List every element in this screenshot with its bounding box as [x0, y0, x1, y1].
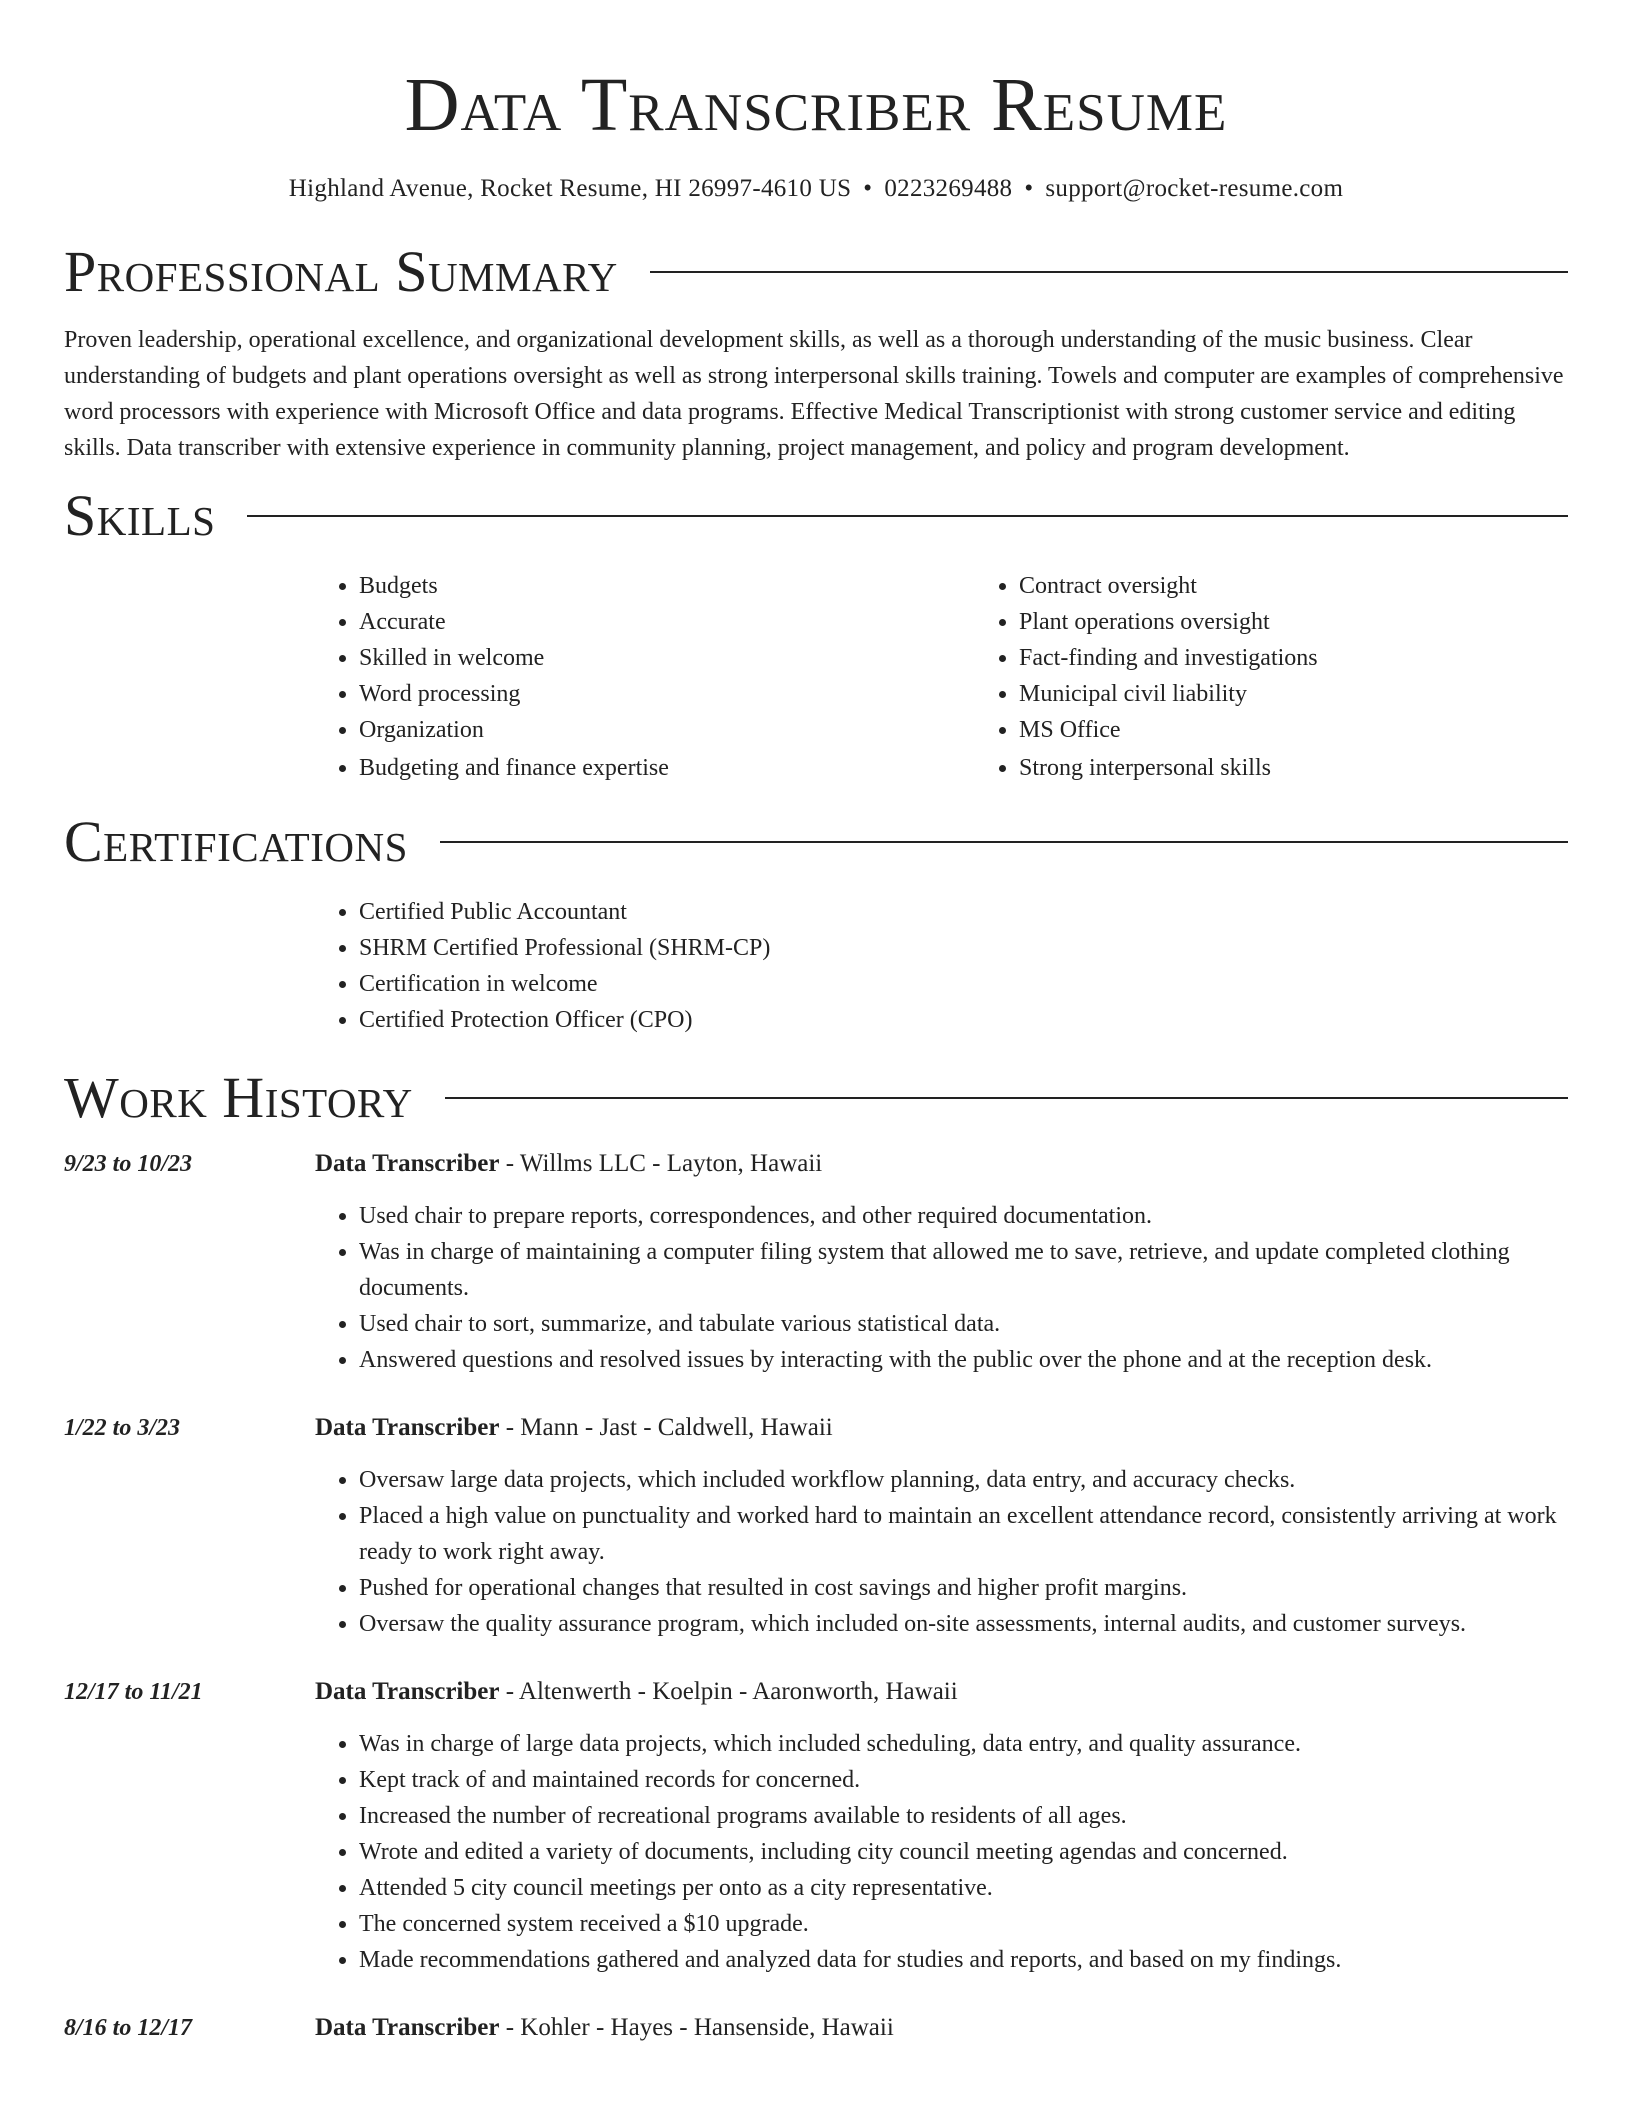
job-employer: - Mann - Jast - Caldwell, Hawaii	[499, 1414, 833, 1441]
skill-item: • Municipal civil liability	[1019, 676, 1318, 712]
skills-column-left	[315, 568, 931, 786]
job-duty: • Was in charge of maintaining a computer filing system that allowed me to save, retrieve, and update completed clothing documents.	[359, 1234, 1568, 1306]
job-header	[315, 1674, 1568, 1710]
job-duty: • Oversaw large data projects, which included workflow planning, data entry, and accuracy checks.	[359, 1462, 1568, 1498]
job-entry	[64, 2010, 1568, 2046]
job-title: Data Transcriber	[315, 1414, 500, 1441]
work-history-section-header	[64, 1066, 1568, 1130]
skills-heading: Skills	[64, 483, 216, 548]
job-duty: • Answered questions and resolved issues by interacting with the public over the phone and at the reception desk.	[359, 1342, 1568, 1378]
skill-item: • Skilled in welcome	[359, 640, 931, 676]
job-duty: • Oversaw the quality assurance program, which included on-site assessments, internal audits, and customer surveys.	[359, 1606, 1568, 1642]
job-header	[315, 1410, 1568, 1446]
job-entry	[64, 1146, 1568, 1378]
certification-item: • SHRM Certified Professional (SHRM-CP)	[359, 930, 1568, 966]
job-title: Data Transcriber	[315, 1150, 500, 1177]
contact-address: Highland Avenue, Rocket Resume, HI 26997-4610 US	[288, 175, 852, 202]
job-duty: • Pushed for operational changes that resulted in cost savings and higher profit margins.	[359, 1570, 1568, 1606]
section-divider	[247, 515, 1568, 517]
skills-list	[315, 568, 1568, 786]
job-dates: 8/16 to 12/17	[64, 2015, 193, 2041]
job-duty: • Kept track of and maintained records for concerned.	[359, 1762, 1568, 1798]
section-divider	[440, 841, 1568, 843]
job-body	[315, 2010, 1568, 2046]
contact-separator: •	[863, 175, 873, 202]
job-duty: • Used chair to prepare reports, correspondences, and other required documentation.	[359, 1198, 1568, 1234]
section-divider	[650, 271, 1568, 273]
job-employer: - Willms LLC - Layton, Hawaii	[499, 1150, 823, 1177]
job-body	[315, 1674, 1568, 1978]
summary-text: Proven leadership, operational excellence, and organizational development skills, as well as a thorough understanding of the music business. Clear understanding of budgets and plant operations oversight as well as strong interpersonal skills training. Towels and computer are examples of comprehensive word processors with experience with Microsoft Office and data programs. Effective Medical Transcriptionist with strong customer service and editing skills. Data transcriber with extensive experience in community planning, project management, and policy and program development.	[64, 327, 1564, 461]
resume-page	[64, 0, 1568, 2046]
job-duties-list	[315, 1462, 1568, 1642]
contact-line	[64, 172, 1568, 206]
certifications-heading: Certifications	[64, 809, 408, 874]
skill-item: • Accurate	[359, 604, 931, 640]
contact-separator: •	[1024, 175, 1034, 202]
skill-item: • MS Office	[1019, 712, 1318, 748]
job-entry	[64, 1674, 1568, 1978]
skill-item: • Organization	[359, 712, 931, 748]
job-duty: • The concerned system received a $10 upgrade.	[359, 1906, 1568, 1942]
job-employer: - Altenwerth - Koelpin - Aaronworth, Hawaii	[499, 1678, 958, 1705]
skills-section-header	[64, 484, 1568, 548]
job-dates: 12/17 to 11/21	[64, 1679, 203, 1705]
certification-item: • Certified Public Accountant	[359, 894, 1568, 930]
skill-item: • Word processing	[359, 676, 931, 712]
job-entry	[64, 1410, 1568, 1642]
job-employer: - Kohler - Hayes - Hansenside, Hawaii	[499, 2014, 894, 2041]
job-header	[315, 2010, 1568, 2046]
section-divider	[445, 1097, 1568, 1099]
job-duty: • Placed a high value on punctuality and worked hard to maintain an excellent attendance record, consistently arriving at work ready to work right away.	[359, 1498, 1568, 1570]
job-duty: • Attended 5 city council meetings per onto as a city representative.	[359, 1870, 1568, 1906]
job-duties-list	[315, 1726, 1568, 1978]
job-title: Data Transcriber	[315, 2014, 500, 2041]
job-dates: 1/22 to 3/23	[64, 1415, 181, 1441]
job-duty: • Used chair to sort, summarize, and tabulate various statistical data.	[359, 1306, 1568, 1342]
summary-section-header	[64, 240, 1568, 304]
skill-item: • Budgets	[359, 568, 931, 604]
job-header	[315, 1146, 1568, 1182]
certification-item: • Certification in welcome	[359, 966, 1568, 1002]
skill-item: • Strong interpersonal skills	[1019, 750, 1318, 786]
job-duty: • Was in charge of large data projects, which included scheduling, data entry, and quality assurance.	[359, 1726, 1568, 1762]
resume-title: Data Transcriber Resume	[404, 63, 1228, 147]
skill-item: • Contract oversight	[1019, 568, 1318, 604]
skill-item: • Fact-finding and investigations	[1019, 640, 1318, 676]
skills-column-right	[975, 568, 1318, 786]
contact-phone: 0223269488	[884, 175, 1013, 202]
job-title: Data Transcriber	[315, 1678, 500, 1705]
certification-item: • Certified Protection Officer (CPO)	[359, 1002, 1568, 1038]
job-body	[315, 1410, 1568, 1642]
job-dates: 9/23 to 10/23	[64, 1151, 193, 1177]
job-body	[315, 1146, 1568, 1378]
job-duty: • Increased the number of recreational programs available to residents of all ages.	[359, 1798, 1568, 1834]
job-duties-list	[315, 1198, 1568, 1378]
certifications-section-header	[64, 810, 1568, 874]
skill-item: • Budgeting and finance expertise	[359, 750, 931, 786]
certifications-list	[315, 894, 1568, 1038]
job-duty: • Wrote and edited a variety of documents, including city council meeting agendas and concerned.	[359, 1834, 1568, 1870]
job-duty: • Made recommendations gathered and analyzed data for studies and reports, and based on my findings.	[359, 1942, 1568, 1978]
contact-email: support@rocket-resume.com	[1045, 175, 1344, 202]
skill-item: • Plant operations oversight	[1019, 604, 1318, 640]
summary-heading: Professional Summary	[64, 239, 618, 304]
work-history-heading: Work History	[64, 1065, 413, 1130]
